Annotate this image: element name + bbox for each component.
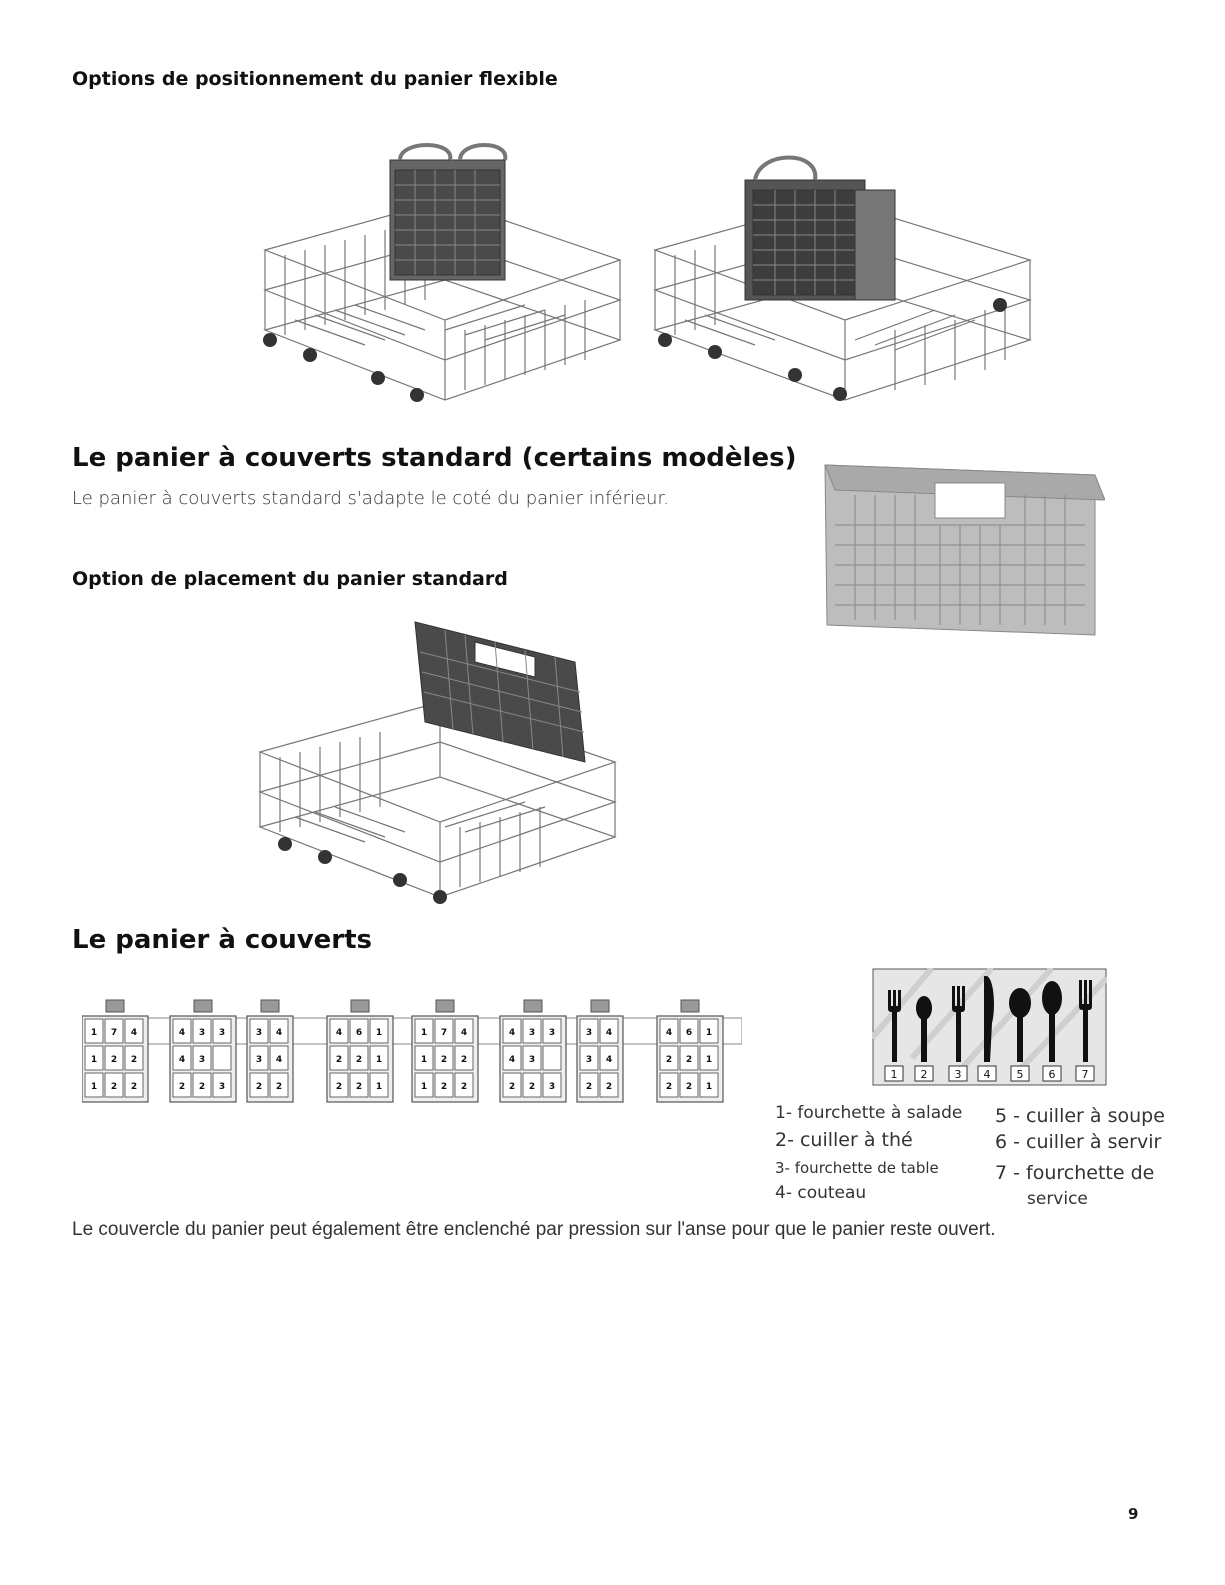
basket-cell-number: 1: [420, 1055, 428, 1065]
utensil-number: 6: [1048, 1068, 1056, 1081]
basket-cell-number: 1: [705, 1082, 713, 1092]
basket-cell-number: 2: [685, 1055, 693, 1065]
basket-cell-number: 2: [110, 1055, 118, 1065]
basket-cell-number: 3: [198, 1055, 206, 1065]
basket-cell-number: 3: [218, 1028, 226, 1038]
basket-cell-number: 2: [665, 1082, 673, 1092]
legend-item-6: 6 - cuiller à servir: [995, 1131, 1162, 1153]
basket-cell-number: 3: [548, 1082, 556, 1092]
rack-illustration-standard: [245, 612, 625, 912]
basket-cell: [213, 1046, 231, 1070]
basket-cell-number: 2: [685, 1082, 693, 1092]
basket-cell-number: 3: [585, 1055, 593, 1065]
rack-illustration-flexible-1: [245, 130, 635, 410]
basket-cell-number: 2: [665, 1055, 673, 1065]
basket-cell-number: 6: [355, 1028, 363, 1038]
utensil-number: 5: [1016, 1068, 1024, 1081]
basket-module: [327, 1000, 393, 1102]
utensil-key: [872, 968, 1107, 1086]
basket-cell-number: 2: [440, 1055, 448, 1065]
basket-cell-number: 7: [440, 1028, 448, 1038]
flexible-positioning-heading: Options de positionnement du panier flexible: [72, 68, 558, 90]
basket-module: [500, 1000, 566, 1102]
standard-basket-title: Le panier à couverts standard (certains modèles): [72, 443, 797, 473]
basket-cell-number: 2: [355, 1055, 363, 1065]
basket-cell-number: 1: [375, 1028, 383, 1038]
footer-note: Le couvercle du panier peut également être enclenché par pression sur l'anse pour que le panier reste ouvert.: [72, 1219, 996, 1240]
basket-cell-number: 4: [178, 1028, 186, 1038]
basket-cell-number: 2: [440, 1082, 448, 1092]
basket-cell-number: 1: [705, 1055, 713, 1065]
legend-item-7: 7 - fourchette de: [995, 1162, 1155, 1184]
basket-cell-number: 7: [110, 1028, 118, 1038]
basket-cell-number: 3: [255, 1028, 263, 1038]
standard-basket-description: Le panier à couverts standard s'adapte le coté du panier inférieur.: [72, 488, 669, 509]
basket-cell-number: 2: [508, 1082, 516, 1092]
utensil-number: 3: [954, 1068, 962, 1081]
legend-item-1: 1- fourchette à salade: [775, 1103, 963, 1123]
basket-module: [412, 1000, 478, 1102]
basket-cell-number: 2: [275, 1082, 283, 1092]
rack-illustration-flexible-2: [645, 130, 1045, 410]
basket-cell-number: 2: [355, 1082, 363, 1092]
basket-cell-number: 1: [375, 1082, 383, 1092]
basket-module: [657, 1000, 723, 1102]
basket-cell-number: 1: [90, 1082, 98, 1092]
basket-cell-number: 1: [705, 1028, 713, 1038]
basket-cell-number: 6: [685, 1028, 693, 1038]
basket-cell-number: 4: [275, 1028, 283, 1038]
basket-module: [577, 1000, 623, 1102]
basket-cell-number: 1: [420, 1082, 428, 1092]
basket-cell-number: 4: [605, 1055, 613, 1065]
basket-cell-number: 3: [218, 1082, 226, 1092]
standard-placement-heading: Option de placement du panier standard: [72, 568, 508, 590]
basket-cell-number: 3: [255, 1055, 263, 1065]
basket-cell-number: 4: [130, 1028, 138, 1038]
utensil-number: 2: [920, 1068, 928, 1081]
basket-cell-number: 2: [460, 1055, 468, 1065]
basket-cell-number: 4: [275, 1055, 283, 1065]
basket-cell-number: 2: [255, 1082, 263, 1092]
basket-cell-number: 4: [508, 1028, 516, 1038]
basket-cell-number: 2: [335, 1055, 343, 1065]
basket-cell-number: 1: [90, 1055, 98, 1065]
cutlery-basket-grid: [82, 998, 742, 1158]
standard-basket-illustration: [815, 455, 1105, 645]
utensil-legend: [775, 1103, 1195, 1218]
basket-cell-number: 3: [548, 1028, 556, 1038]
cutlery-basket-title: Le panier à couverts: [72, 925, 373, 955]
basket-cell: [543, 1046, 561, 1070]
utensil-number: 4: [983, 1068, 991, 1081]
basket-cell-number: 4: [605, 1028, 613, 1038]
basket-cell-number: 1: [90, 1028, 98, 1038]
basket-module: [247, 1000, 293, 1102]
basket-cell-number: 2: [110, 1082, 118, 1092]
basket-cell-number: 1: [375, 1055, 383, 1065]
basket-cell-number: 4: [178, 1055, 186, 1065]
legend-item-7-continued: service: [1027, 1189, 1088, 1209]
basket-cell-number: 2: [605, 1082, 613, 1092]
basket-cell-number: 2: [130, 1082, 138, 1092]
basket-cell-number: 2: [178, 1082, 186, 1092]
utensil-number: 7: [1081, 1068, 1089, 1081]
basket-cell-number: 1: [420, 1028, 428, 1038]
legend-item-2: 2- cuiller à thé: [775, 1129, 913, 1151]
legend-item-4: 4- couteau: [775, 1183, 867, 1203]
basket-cell-number: 4: [665, 1028, 673, 1038]
basket-cell-number: 4: [508, 1055, 516, 1065]
basket-cell-number: 3: [528, 1055, 536, 1065]
basket-cell-number: 2: [528, 1082, 536, 1092]
basket-module: [170, 1000, 236, 1102]
basket-cell-number: 3: [528, 1028, 536, 1038]
legend-item-3: 3- fourchette de table: [775, 1159, 939, 1177]
page-number: 9: [1128, 1505, 1139, 1523]
utensil-number: 1: [890, 1068, 898, 1081]
basket-module: [82, 1000, 148, 1102]
basket-cell-number: 3: [198, 1028, 206, 1038]
basket-cell-number: 3: [585, 1028, 593, 1038]
basket-cell-number: 2: [198, 1082, 206, 1092]
legend-item-5: 5 - cuiller à soupe: [995, 1105, 1165, 1127]
basket-cell-number: 4: [335, 1028, 343, 1038]
basket-cell-number: 2: [460, 1082, 468, 1092]
basket-cell-number: 2: [335, 1082, 343, 1092]
basket-cell-number: 2: [130, 1055, 138, 1065]
basket-cell-number: 2: [585, 1082, 593, 1092]
basket-cell-number: 4: [460, 1028, 468, 1038]
